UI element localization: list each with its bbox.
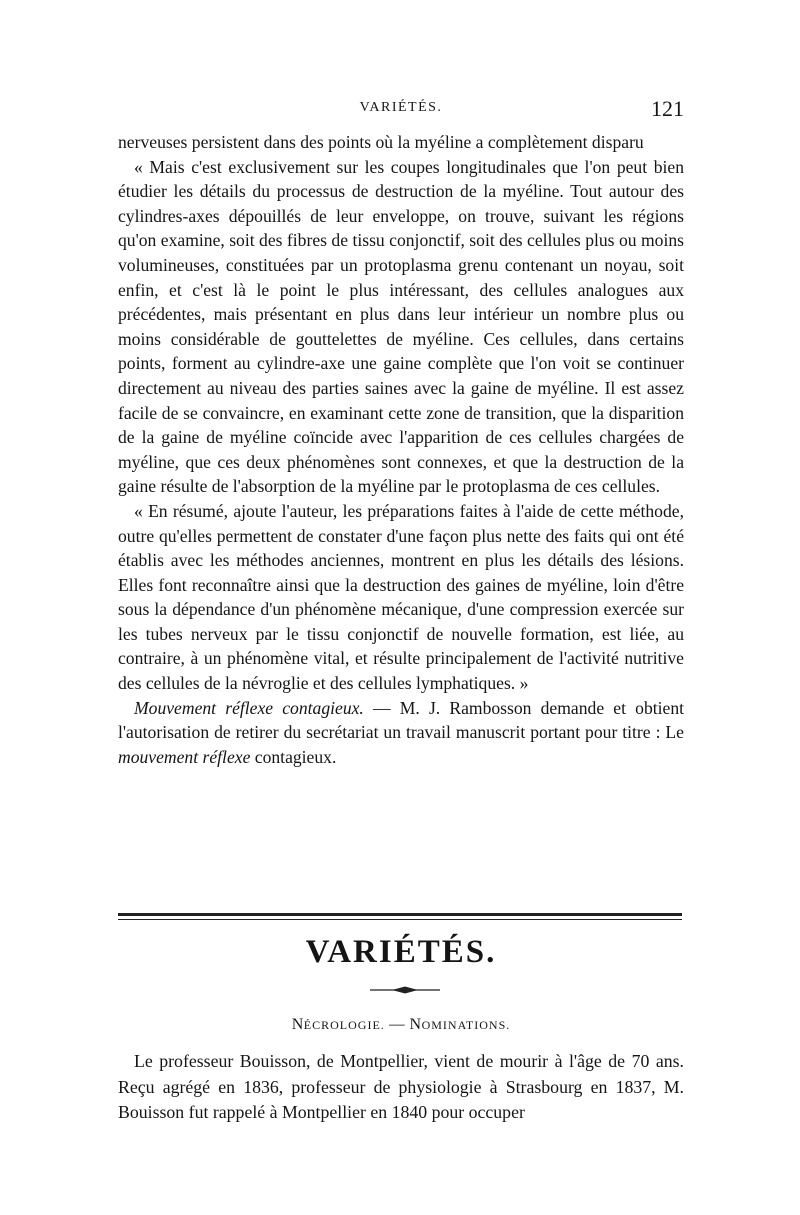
ornament-icon — [370, 986, 440, 994]
divider-thin-rule — [118, 919, 682, 920]
subsection-initial-2: N — [409, 1016, 422, 1033]
running-title: VARIÉTÉS. — [359, 100, 443, 115]
paragraph-4 — [118, 696, 684, 770]
divider-thick-rule — [118, 913, 682, 916]
subsection-dash: — — [384, 1016, 410, 1033]
paragraph-1: nerveuses persistent dans des points où la myéline a complètement disparu — [118, 132, 644, 152]
subsection-initial-1: N — [291, 1016, 304, 1033]
section-title: VARIÉTÉS. — [305, 934, 497, 970]
subsection-word-2: OMINATIONS. — [421, 1018, 511, 1032]
page-number: 121 — [651, 96, 684, 121]
paragraph-4-end: contagieux. — [250, 746, 337, 767]
section-text — [118, 1049, 684, 1126]
paragraph-4-text: — M. J. Rambosson demande et obtient l'autorisation de retirer du secrétariat un travail manuscrit portant pour titre : Le — [118, 697, 685, 743]
section-paragraph: Le professeur Bouisson, de Montpellier, vient de mourir à l'âge de 70 ans. Reçu agrégé en 1836, professeur de physiologie à Strasbourg en 1837, M. Bouisson fut rappelé à Montpellier en 1840 pour occuper — [118, 1051, 684, 1122]
paragraph-2: « Mais c'est exclusivement sur les coupes longitudinales que l'on peut bien étudier les détails du processus de destruction de la myéline. Tout autour des cylindres-axes dépouillés de leur enveloppe, on trouve, suivant les régions qu'on examine, soit des fibres de tissu conjonctif, soit des cellules plus ou moins volumineuses, constituées par un protoplasma grenu contenant un noyau, soit enfin, et c'est là le point le plus intéressant, des cellules analogues aux précédentes, mais présentant en plus dans leur intérieur un nombre plus ou moins considérable de gouttelettes de myéline. Ces cellules, dans certains points, forment au cylindre-axe une gaine complète que l'on voit se continuer directement au niveau des parties saines avec la gaine de myéline. Il est assez facile de se convaincre, en examinant cette zone de transition, que la disparition de la gaine de myéline coïncide avec l'apparition de ces cellules chargées de myéline, que ces deux phénomènes sont connexes, et que la destruction de la gaine résulte de l'absorption de la myéline par le protoplasma de ces cellules. — [118, 156, 684, 497]
paragraph-3: « En résumé, ajoute l'auteur, les préparations faites à l'aide de cette méthode, outre qu'elles permettent de constater d'une façon plus nette des faits qui ont été établis avec les méthodes anciennes, montrent en plus les détails des lésions. Elles font reconnaître ainsi que la destruction des gaines de myéline, loin d'être sous la dépendance d'un phénomène mécanique, d'une compression exercée sur les tubes nerveux par le tissu conjonctif de nouvelle formation, est liée, au contraire, à un phénomène vital, et résulte principalement de l'activité nutritive des cellules de la névroglie et des cellules lymphatiques. » — [118, 500, 684, 694]
subsection-word-1: ÉCROLOGIE. — [303, 1018, 385, 1032]
running-head — [118, 96, 684, 120]
section-divider — [118, 913, 682, 920]
subsection-heading — [118, 1016, 684, 1034]
paragraph-4-heading: Mouvement réflexe contagieux. — [134, 697, 364, 718]
paragraph-4-title: mouvement réflexe — [118, 746, 251, 767]
main-text — [118, 130, 684, 769]
